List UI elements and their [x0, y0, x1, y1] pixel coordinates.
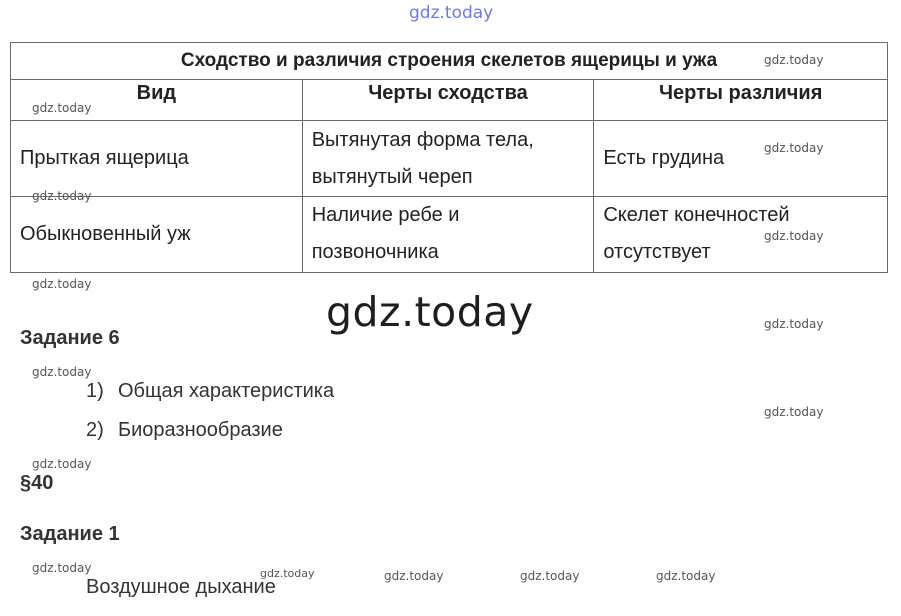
- list-item-text: Биоразнообразие: [118, 419, 283, 441]
- table-cell: Прыткая ящерица: [11, 121, 303, 197]
- watermark-small: gdz.today: [764, 405, 824, 419]
- watermark-small: gdz.today: [764, 229, 824, 243]
- watermark-small: gdz.today: [32, 189, 92, 203]
- watermark-small: gdz.today: [32, 561, 92, 575]
- table-header-row: [11, 80, 888, 121]
- watermark-large: gdz.today: [326, 288, 534, 336]
- list-item: [86, 380, 334, 403]
- list-item-number: 2): [86, 419, 104, 441]
- list-item: [86, 419, 283, 442]
- list-item-text: Общая характеристика: [118, 380, 335, 402]
- list-item-number: 1): [86, 380, 104, 402]
- task-1-answer: Воздушное дыхание: [86, 576, 276, 598]
- column-header-similarities: Черты сходства: [302, 80, 594, 121]
- table-row: [11, 121, 888, 197]
- watermark-small: gdz.today: [260, 567, 315, 580]
- watermark-small: gdz.today: [384, 569, 444, 583]
- column-header-differences: Черты различия: [594, 80, 888, 121]
- table-cell: Скелет конечностей отсутствует: [594, 197, 888, 273]
- task-1-heading: Задание 1: [20, 523, 120, 545]
- watermark-small: gdz.today: [520, 569, 580, 583]
- watermark-small: gdz.today: [764, 141, 824, 155]
- watermark-small: gdz.today: [32, 101, 92, 115]
- watermark-small: gdz.today: [32, 277, 92, 291]
- watermark-small: gdz.today: [656, 569, 716, 583]
- watermark-small: gdz.today: [764, 317, 824, 331]
- table-title: Сходство и различия строения скелетов ящерицы и ужа: [11, 43, 888, 80]
- table-cell: Наличие ребе и позвоночника: [302, 197, 594, 273]
- comparison-table: [10, 42, 888, 273]
- table-cell: Вытянутая форма тела, вытянутый череп: [302, 121, 594, 197]
- watermark-small: gdz.today: [764, 53, 824, 67]
- table-cell: Есть грудина: [594, 121, 888, 197]
- task-6-heading: Задание 6: [20, 327, 120, 349]
- watermark-small: gdz.today: [32, 365, 92, 379]
- section-heading: §40: [20, 472, 54, 494]
- column-header-species: Вид: [11, 80, 303, 121]
- table-cell: Обыкновенный уж: [11, 197, 303, 273]
- watermark-top: gdz.today: [409, 3, 494, 23]
- watermark-small: gdz.today: [32, 457, 92, 471]
- table-row: [11, 197, 888, 273]
